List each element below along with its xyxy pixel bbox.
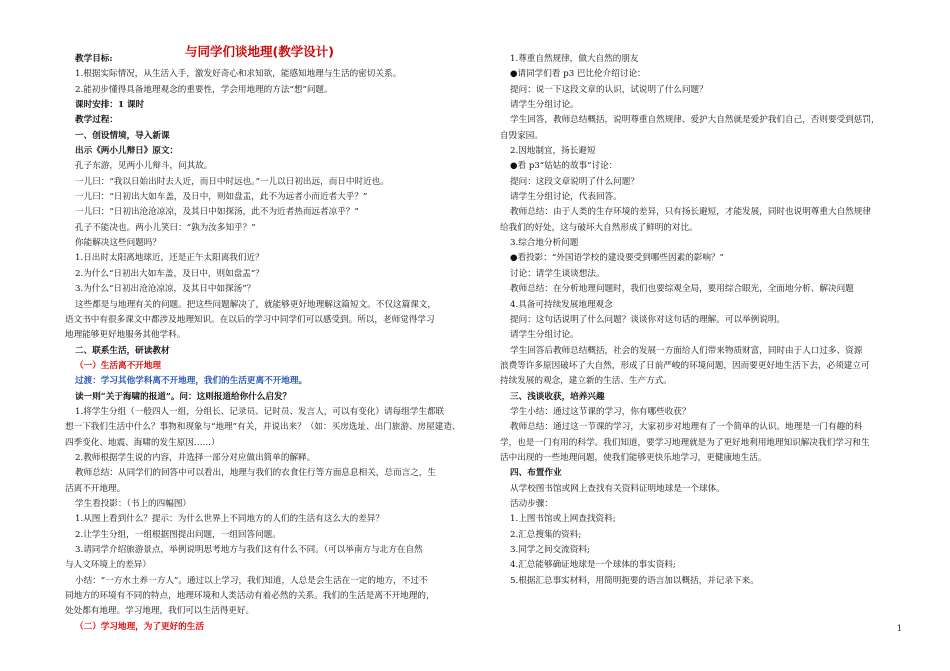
text-line: 与人文环境上的差异）	[65, 560, 151, 571]
text-line: 3.为什么“日初出沧沧凉凉，及其日中如探汤”？	[75, 284, 256, 295]
text-line: 同地方的环境有不同的特点，地理环境和人类活动有着必然的关系。我们的生活是离不开地理的，	[65, 591, 435, 602]
text-line: 2.教师根据学生说的内容，并选择一部分对应做出简单的解释。	[75, 452, 316, 463]
text-line: 1.将学生分组（一般四人一组，分组长、记录员、记时员、发言人，可以有变化）请每组学生都联	[75, 406, 445, 417]
text-line: 提问：这段文章说明了什么问题？	[510, 176, 639, 187]
text-line: 4.汇总能够确证地球是一个球体的事实资料;	[510, 560, 676, 571]
text-line: 一、创设情境，导入新课	[75, 130, 170, 141]
text-line: 活动步骤：	[510, 498, 553, 509]
text-line: 持续发展的观念，建立新的生活、生产方式。	[500, 376, 672, 387]
text-line: 教学过程：	[75, 115, 118, 126]
text-line: ●看 p3“姑姑的故事”讨论：	[510, 161, 618, 172]
text-line: 2.让学生分组，一组根据图提出问题，一组回答问题。	[75, 529, 281, 540]
text-line: 2.汇总搜集的资料;	[510, 529, 582, 540]
text-line: （二）学习地理，为了更好的生活	[75, 621, 204, 632]
text-line: 语文书中有很多课文中都涉及地理知识。在以后的学习中同学们可以感受到。所以，老师觉得学习	[65, 314, 435, 325]
text-line: 学生回答后教师总结概括，社会的发展一方面给人们带来物质财富，同时由于人口过多、资源	[510, 345, 863, 356]
text-line: 三、浅谈收获，培养兴趣	[510, 391, 605, 402]
text-line: 2.因地制宜，扬长避短	[510, 146, 596, 157]
text-line: ●请同学们看 p3 巴比伦介绍讨论：	[510, 69, 646, 80]
text-line: 想一下我们生活中什么？事物和现象与“地理”有关，并说出来？（如：买房选址、出门旅游、房屋建造、	[65, 422, 461, 433]
text-line: 教师总结：通过这一节课的学习，大家初步对地理有了一个简单的认识。地理是一门有趣的科	[510, 422, 863, 433]
page-number: 1	[896, 624, 902, 633]
text-line: 提问：说一下这段文章的认识，试说明了什么问题？	[510, 84, 708, 95]
text-line: ●看投影：“外国语学校的建设要受到哪些因素的影响？”	[510, 253, 724, 264]
text-line: 学，也是一门有用的科学。我们知道，要学习地理就是为了更好地利用地理知识解决我们学习和生	[500, 437, 870, 448]
text-line: 3.综合地分析问题	[510, 238, 579, 249]
text-line: 孔子东游，见两小儿辩斗，问其故。	[75, 161, 213, 172]
text-line: 学生看投影：（书上的四幅图）	[75, 498, 192, 509]
text-line: 请学生分组讨论，代表回答。	[510, 192, 622, 203]
text-line: 5.根据汇总事实材料，用简明扼要的语言加以概括，并记录下来。	[510, 575, 759, 586]
document-title: 与同学们谈地理(教学设计)	[185, 44, 334, 59]
text-line: 课时安排：1 课时	[75, 100, 145, 111]
text-line: 3.请同学介绍旅游景点，举例说明思考地方与我们这有什么不同。（可以举南方与北方在自然	[75, 545, 423, 555]
text-line: 过渡：学习其他学科离不开地理，我们的生活更离不开地理。	[75, 376, 308, 387]
text-line: 教师总结：由于人类的生存环境的差异，只有扬长避短，才能发展，同时也说明尊重大自然规律	[510, 207, 871, 218]
text-line: 小结：“一方水土养一方人”。通过以上学习，我们知道，人总是会生活在一定的地方，不过不	[75, 575, 428, 586]
right-column	[500, 52, 903, 589]
text-line: 1.从图上看到什么？提示：为什么世界上不同地方的人们的生活有这么大的差异？	[75, 514, 384, 525]
text-line: 四季变化、地震、海啸的发生原因……）	[65, 437, 220, 448]
text-line: 学生小结：通过这节课的学习，你有哪些收获？	[510, 406, 691, 417]
text-line: 一儿曰：“我以日始出时去人近，而日中时远也。”一儿以日初出远，而日中时近也。	[75, 176, 389, 187]
text-line: 这些都是与地理有关的问题。把这些问题解决了，就能够更好地理解这篇短文。不仅这篇课文，	[75, 299, 436, 310]
text-line: 1.上图书馆或上网查找资料;	[510, 514, 616, 525]
text-line: 从学校图书馆或网上查找有关资料证明地球是一个球体。	[510, 483, 725, 494]
text-line: 四、布置作业	[510, 468, 562, 479]
text-line: 请学生分组讨论。	[510, 100, 579, 111]
text-line: 1.尊重自然规律，做大自然的朋友	[510, 54, 639, 64]
text-line: 3.同学之间交流资料;	[510, 545, 590, 555]
text-line: 1.日出时太阳离地球近，还是正午太阳离我们近？	[75, 253, 264, 264]
text-line: 地理能够更好地服务其他学科。	[65, 330, 186, 341]
text-line: 活中出现的一些地理问题，使我们能够更快乐地学习，更健康地生活。	[500, 452, 767, 463]
text-line: 读一则“关于海啸的报道”。问：这则报道给你什么启发？	[75, 391, 292, 402]
text-line: 1.根据实际情况，从生活入手，激发好奇心和求知欲，能感知地理与生活的密切关系。	[75, 69, 402, 80]
text-line: 你能解决这些问题吗？	[75, 238, 161, 249]
text-line: 请学生分组讨论。	[510, 330, 579, 341]
text-line: 给我们的好处，这与破坏大自然形成了鲜明的对比。	[500, 222, 698, 233]
text-line: 提问：这句话说明了什么问题？谈谈你对这句话的理解。可以举例说明。	[510, 314, 786, 325]
text-line: 教师总结：从同学们的回答中可以看出，地理与我们的衣食住行等方面息息相关，总而言之，生	[75, 468, 436, 479]
text-line: 活离不开地理。	[65, 483, 126, 494]
text-line: 讨论：请学生谈谈想法。	[510, 268, 605, 279]
text-line: 4.具备可持续发展地理观念	[510, 299, 613, 310]
text-line: 2.为什么“日初出大如车盖，及日中，则如盘盂”？	[75, 268, 264, 279]
text-line: 教学目标:	[75, 54, 113, 64]
text-line: 教师总结：在分析地理问题时，我们也要综观全局，要用综合眼光，全面地分析、解决问题	[510, 284, 854, 295]
text-line: 自毁家园。	[500, 130, 543, 141]
text-line: 浪费等许多原因破坏了大自然，形成了日前严峻的环境问题，因而要更好地生活下去，必须建立可	[500, 360, 870, 371]
text-line: 学生回答，教师总结概括，说明尊重自然规律、爱护大自然就是爱护我们自己，否则要受到惩罚，	[510, 115, 880, 126]
text-line: 一儿曰：“日初出大如车盖，及日中，则如盘盂，此不为远者小而近者大乎？”	[75, 192, 368, 203]
text-line: 处处都有地理。学习地理，我们可以生活得更好。	[65, 606, 255, 617]
text-line: 出示《两小儿辩日》原文：	[75, 146, 179, 157]
text-line: 一儿曰：“日初出沧沧凉凉，及其日中如探汤，此不为近者热而远者凉乎？”	[75, 207, 359, 218]
left-column	[65, 52, 472, 635]
text-line: （一）生活离不开地理	[75, 360, 161, 371]
text-line: 2.能初步懂得具备地理观念的重要性，学会用地理的方法“想”问题。	[75, 84, 333, 95]
text-line: 孔子不能决也。两小儿笑曰：“孰为汝多知乎？”	[75, 222, 256, 233]
text-line: 二、联系生活，研读教材	[75, 345, 170, 356]
